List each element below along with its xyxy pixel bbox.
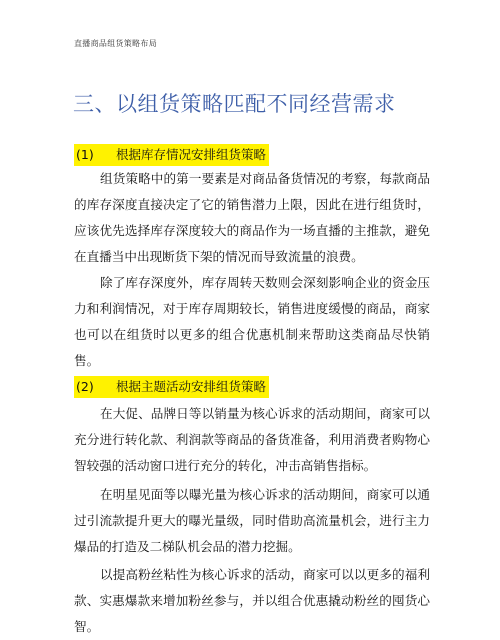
subsection-number: (2) <box>76 379 94 394</box>
subsection-heading-1 <box>74 144 269 166</box>
page-header: 直播商品组货策略布局 <box>74 39 157 48</box>
section-title: 三、以组货策略匹配不同经营需求 <box>73 92 396 116</box>
paragraph-stock-depth: 组货策略中的第一要素是对商品备货情况的考察，每款商品的库存深度直接决定了它的销售潜力上限，因此在进行组货时，应该优先选择库存深度较大的商品作为一场直播的主推款，避免在直播当中出现断货下架的情况而导致流量的浪费。 <box>74 171 430 264</box>
subsection-heading-text: 根据库存情况安排组货策略 <box>116 147 267 162</box>
paragraph-sales-events: 在大促、品牌日等以销量为核心诉求的活动期间，商家可以充分进行转化款、利润款等商品的备货准备，利用消费者购物心智较强的活动窗口进行充分的转化，冲击高销售指标。 <box>74 406 430 473</box>
subsection-number: (1) <box>76 147 94 162</box>
subsection-heading-2 <box>74 376 269 398</box>
paragraph-fan-events: 以提高粉丝粘性为核心诉求的活动，商家可以以更多的福利款、实惠爆款来增加粉丝参与，并以组合优惠撬动粉丝的囤货心智。 <box>74 567 430 634</box>
paragraph-exposure-events: 在明星见面等以曝光量为核心诉求的活动期间，商家可以通过引流款提升更大的曝光量级，同时借助高流量机会，进行主力爆品的打造及二梯队机会品的潜力挖掘。 <box>74 487 430 554</box>
paragraph-stock-turnover: 除了库存深度外，库存周转天数则会深刻影响企业的资金压力和利润情况，对于库存周期较长，销售进度缓慢的商品，商家也可以在组货时以更多的组合优惠机制来帮助这类商品尽快销售。 <box>74 275 430 368</box>
subsection-heading-text: 根据主题活动安排组货策略 <box>116 379 267 394</box>
